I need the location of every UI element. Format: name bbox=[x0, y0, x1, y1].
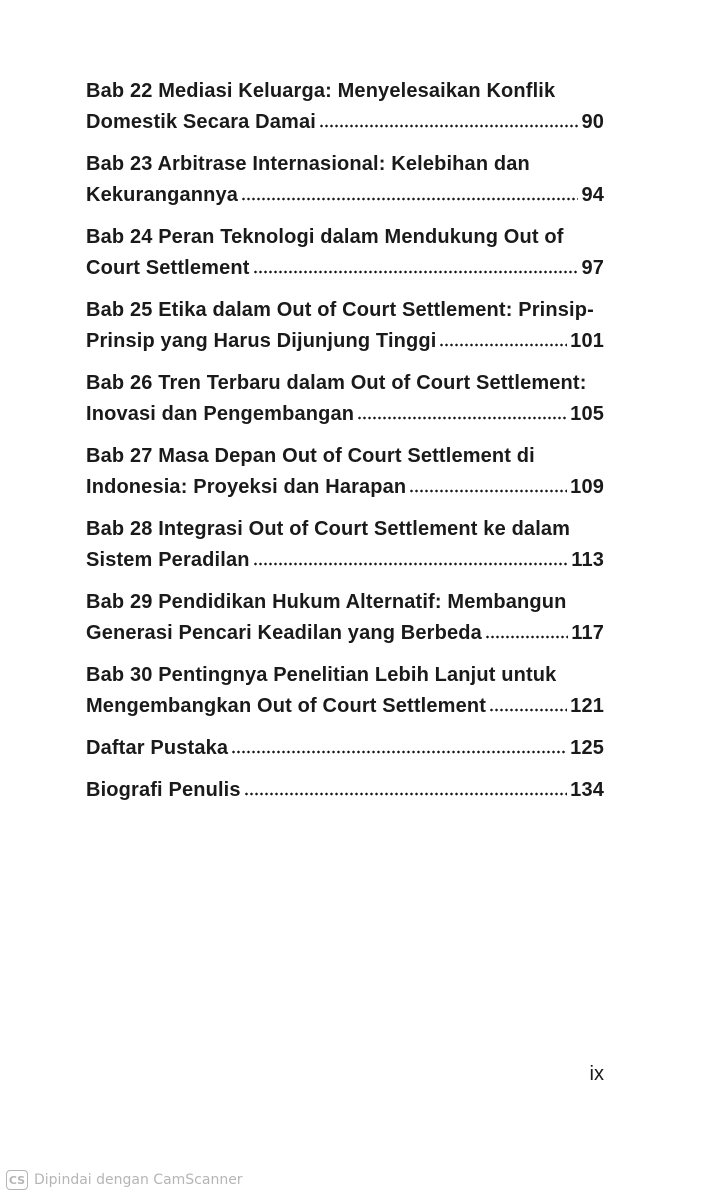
toc-entry-title: Sistem Peradilan bbox=[86, 549, 250, 571]
toc-page-number: 97 bbox=[581, 257, 604, 279]
toc-entry-line: Bab 30 Pentingnya Penelitian Lebih Lanjut untuk bbox=[86, 664, 557, 686]
dot-leader bbox=[244, 792, 568, 796]
toc-entry bbox=[86, 660, 604, 722]
dot-leader bbox=[489, 708, 567, 712]
toc-entry-title: Biografi Penulis bbox=[86, 779, 241, 801]
toc-page-number: 113 bbox=[571, 549, 604, 571]
toc-entry bbox=[86, 733, 604, 764]
toc-entry bbox=[86, 76, 604, 138]
dot-leader bbox=[319, 124, 579, 128]
toc-entry-title: Prinsip yang Harus Dijunjung Tinggi bbox=[86, 330, 437, 352]
dot-leader bbox=[409, 489, 567, 493]
toc-entry bbox=[86, 149, 604, 211]
toc-page-number: 101 bbox=[570, 330, 604, 352]
watermark-text: Dipindai dengan CamScanner bbox=[34, 1172, 243, 1188]
scanner-watermark bbox=[6, 1170, 243, 1190]
toc-entry bbox=[86, 441, 604, 503]
toc-entry bbox=[86, 295, 604, 357]
toc-entry bbox=[86, 368, 604, 430]
toc-entry-last-line bbox=[86, 107, 604, 138]
toc-entry bbox=[86, 514, 604, 576]
toc-page-number: 109 bbox=[570, 476, 604, 498]
toc-entry-last-line bbox=[86, 180, 604, 211]
toc-entry-title: Court Settlement bbox=[86, 257, 250, 279]
toc-page-number: 121 bbox=[570, 695, 604, 717]
toc-page-number: 90 bbox=[581, 111, 604, 133]
page-number: ix bbox=[589, 1063, 604, 1085]
toc-entry-last-line bbox=[86, 775, 604, 806]
toc-entry-last-line bbox=[86, 399, 604, 430]
toc-entry-line: Bab 25 Etika dalam Out of Court Settlement: Prinsip- bbox=[86, 299, 594, 321]
dot-leader bbox=[253, 562, 569, 566]
toc-entry-title: Generasi Pencari Keadilan yang Berbeda bbox=[86, 622, 482, 644]
toc-entry-title: Indonesia: Proyeksi dan Harapan bbox=[86, 476, 407, 498]
toc-entry-line: Bab 27 Masa Depan Out of Court Settlement di bbox=[86, 445, 535, 467]
toc-entry-title: Inovasi dan Pengembangan bbox=[86, 403, 355, 425]
toc-entry-title: Daftar Pustaka bbox=[86, 737, 229, 759]
toc-entry-last-line bbox=[86, 618, 604, 649]
toc-entry-line: Bab 23 Arbitrase Internasional: Kelebihan dan bbox=[86, 153, 530, 175]
toc-entry-line: Bab 24 Peran Teknologi dalam Mendukung Out of bbox=[86, 226, 564, 248]
toc-entry-line: Bab 29 Pendidikan Hukum Alternatif: Membangun bbox=[86, 591, 567, 613]
toc-page-number: 125 bbox=[570, 737, 604, 759]
toc-page-number: 94 bbox=[581, 184, 604, 206]
toc-entry-line: Bab 28 Integrasi Out of Court Settlement ke dalam bbox=[86, 518, 571, 540]
dot-leader bbox=[439, 343, 567, 347]
toc-entry-last-line bbox=[86, 691, 604, 722]
toc-page-number: 117 bbox=[571, 622, 604, 644]
camscanner-logo-icon: CS bbox=[6, 1170, 28, 1190]
toc-entry bbox=[86, 775, 604, 806]
toc-page-number: 105 bbox=[570, 403, 604, 425]
toc-page-number: 134 bbox=[570, 779, 604, 801]
dot-leader bbox=[241, 197, 578, 201]
toc-entry-title: Kekurangannya bbox=[86, 184, 238, 206]
toc-entry bbox=[86, 587, 604, 649]
toc-entry-line: Bab 26 Tren Terbaru dalam Out of Court Settlement: bbox=[86, 372, 587, 394]
toc-entry-last-line bbox=[86, 472, 604, 503]
toc-entry-title: Mengembangkan Out of Court Settlement bbox=[86, 695, 487, 717]
toc-entry-line: Bab 22 Mediasi Keluarga: Menyelesaikan Konflik bbox=[86, 80, 556, 102]
toc-entry-title: Domestik Secara Damai bbox=[86, 111, 316, 133]
toc-entry bbox=[86, 222, 604, 284]
dot-leader bbox=[253, 270, 579, 274]
toc-entry-last-line bbox=[86, 253, 604, 284]
toc-entry-last-line bbox=[86, 733, 604, 764]
toc-entry-last-line bbox=[86, 545, 604, 576]
dot-leader bbox=[357, 416, 567, 420]
toc-entry-last-line bbox=[86, 326, 604, 357]
dot-leader bbox=[485, 635, 568, 639]
dot-leader bbox=[231, 750, 567, 754]
table-of-contents bbox=[86, 76, 604, 817]
